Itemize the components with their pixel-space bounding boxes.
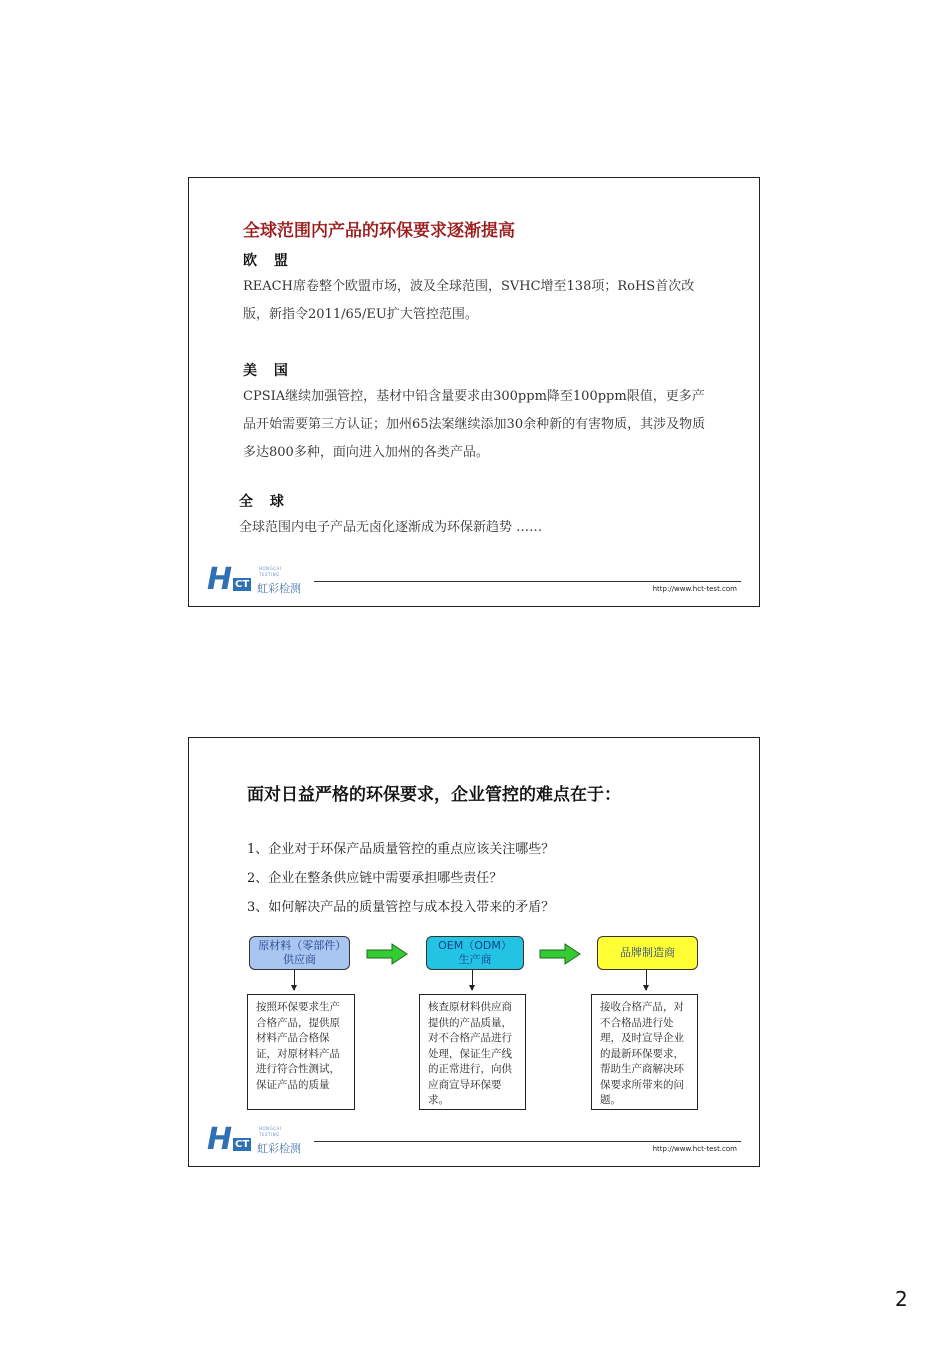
down-arrow-icon bbox=[472, 970, 473, 990]
footer-divider bbox=[314, 581, 741, 582]
slide-1-title: 全球范围内产品的环保要求逐渐提高 bbox=[243, 221, 515, 241]
logo-chinese-name: 虹彩检测 bbox=[257, 582, 301, 595]
down-arrow-icon bbox=[646, 970, 647, 990]
right-arrow-icon bbox=[539, 943, 581, 965]
right-arrow-icon bbox=[366, 943, 408, 965]
section-heading-us: 美 国 bbox=[243, 363, 294, 379]
section-heading-eu: 欧 盟 bbox=[243, 253, 294, 269]
section-heading-global: 全 球 bbox=[239, 494, 290, 510]
logo-small-text: HONGCAI bbox=[259, 1126, 282, 1131]
slide-footer bbox=[189, 556, 759, 606]
flow-box-brand: 品牌制造商 bbox=[597, 936, 698, 970]
flow-desc-supplier: 按照环保要求生产合格产品，提供原材料产品合格保证，对原材料产品进行符合性测试，保证产品的质量 bbox=[247, 994, 355, 1110]
flow-desc-oem: 核查原材料供应商提供的产品质量，对不合格产品进行处理，保证生产线的正常进行，向供应商宣导环保要求。 bbox=[419, 994, 526, 1110]
logo-ct-badge: CT bbox=[235, 1139, 250, 1150]
question-item: 1、企业对于环保产品质量管控的重点应该关注哪些？ bbox=[247, 842, 555, 857]
section-text-global: 全球范围内电子产品无卤化逐渐成为环保新趋势 …… bbox=[239, 520, 543, 535]
slide-footer bbox=[189, 1116, 759, 1166]
logo-small-text: TESTING bbox=[259, 572, 280, 577]
section-text-us: CPSIA继续加强管控，基材中铅含量要求由300ppm降至100ppm限值，更多产品开始需要第三方认证；加州65法案继续添加30余种新的有害物质，其涉及物质多达800多种，面向进入加州的各类产品。 bbox=[243, 389, 706, 460]
question-item: 3、如何解决产品的质量管控与成本投入带来的矛盾？ bbox=[247, 900, 555, 915]
logo-small-text: HONGCAI bbox=[259, 566, 282, 571]
page-number: 2 bbox=[895, 1287, 908, 1311]
flow-box-oem: OEM（ODM）生产商 bbox=[426, 936, 524, 970]
logo-ct-badge: CT bbox=[235, 579, 250, 590]
section-text-eu: REACH席卷整个欧盟市场，波及全球范围，SVHC增至138项；RoHS首次改版，新指令2011/65/EU扩大管控范围。 bbox=[243, 279, 695, 322]
logo-letter: H bbox=[207, 1122, 232, 1157]
slide-1 bbox=[188, 177, 760, 607]
slide-2 bbox=[188, 737, 760, 1167]
flow-desc-brand: 接收合格产品，对不合格品进行处理，及时宣导企业的最新环保要求，帮助生产商解决环保要求所带来的问题。 bbox=[591, 994, 698, 1110]
logo-chinese-name: 虹彩检测 bbox=[257, 1142, 301, 1155]
down-arrow-icon bbox=[294, 970, 295, 990]
logo-letter: H bbox=[207, 562, 232, 597]
logo-small-text: TESTING bbox=[259, 1132, 280, 1137]
flow-box-supplier: 原材料（零部件）供应商 bbox=[249, 936, 350, 970]
slide-2-title: 面对日益严格的环保要求，企业管控的难点在于： bbox=[247, 785, 621, 805]
footer-url: http://www.hct-test.com bbox=[652, 585, 737, 593]
footer-divider bbox=[314, 1141, 741, 1142]
footer-url: http://www.hct-test.com bbox=[652, 1145, 737, 1153]
question-item: 2、企业在整条供应链中需要承担哪些责任？ bbox=[247, 871, 503, 886]
